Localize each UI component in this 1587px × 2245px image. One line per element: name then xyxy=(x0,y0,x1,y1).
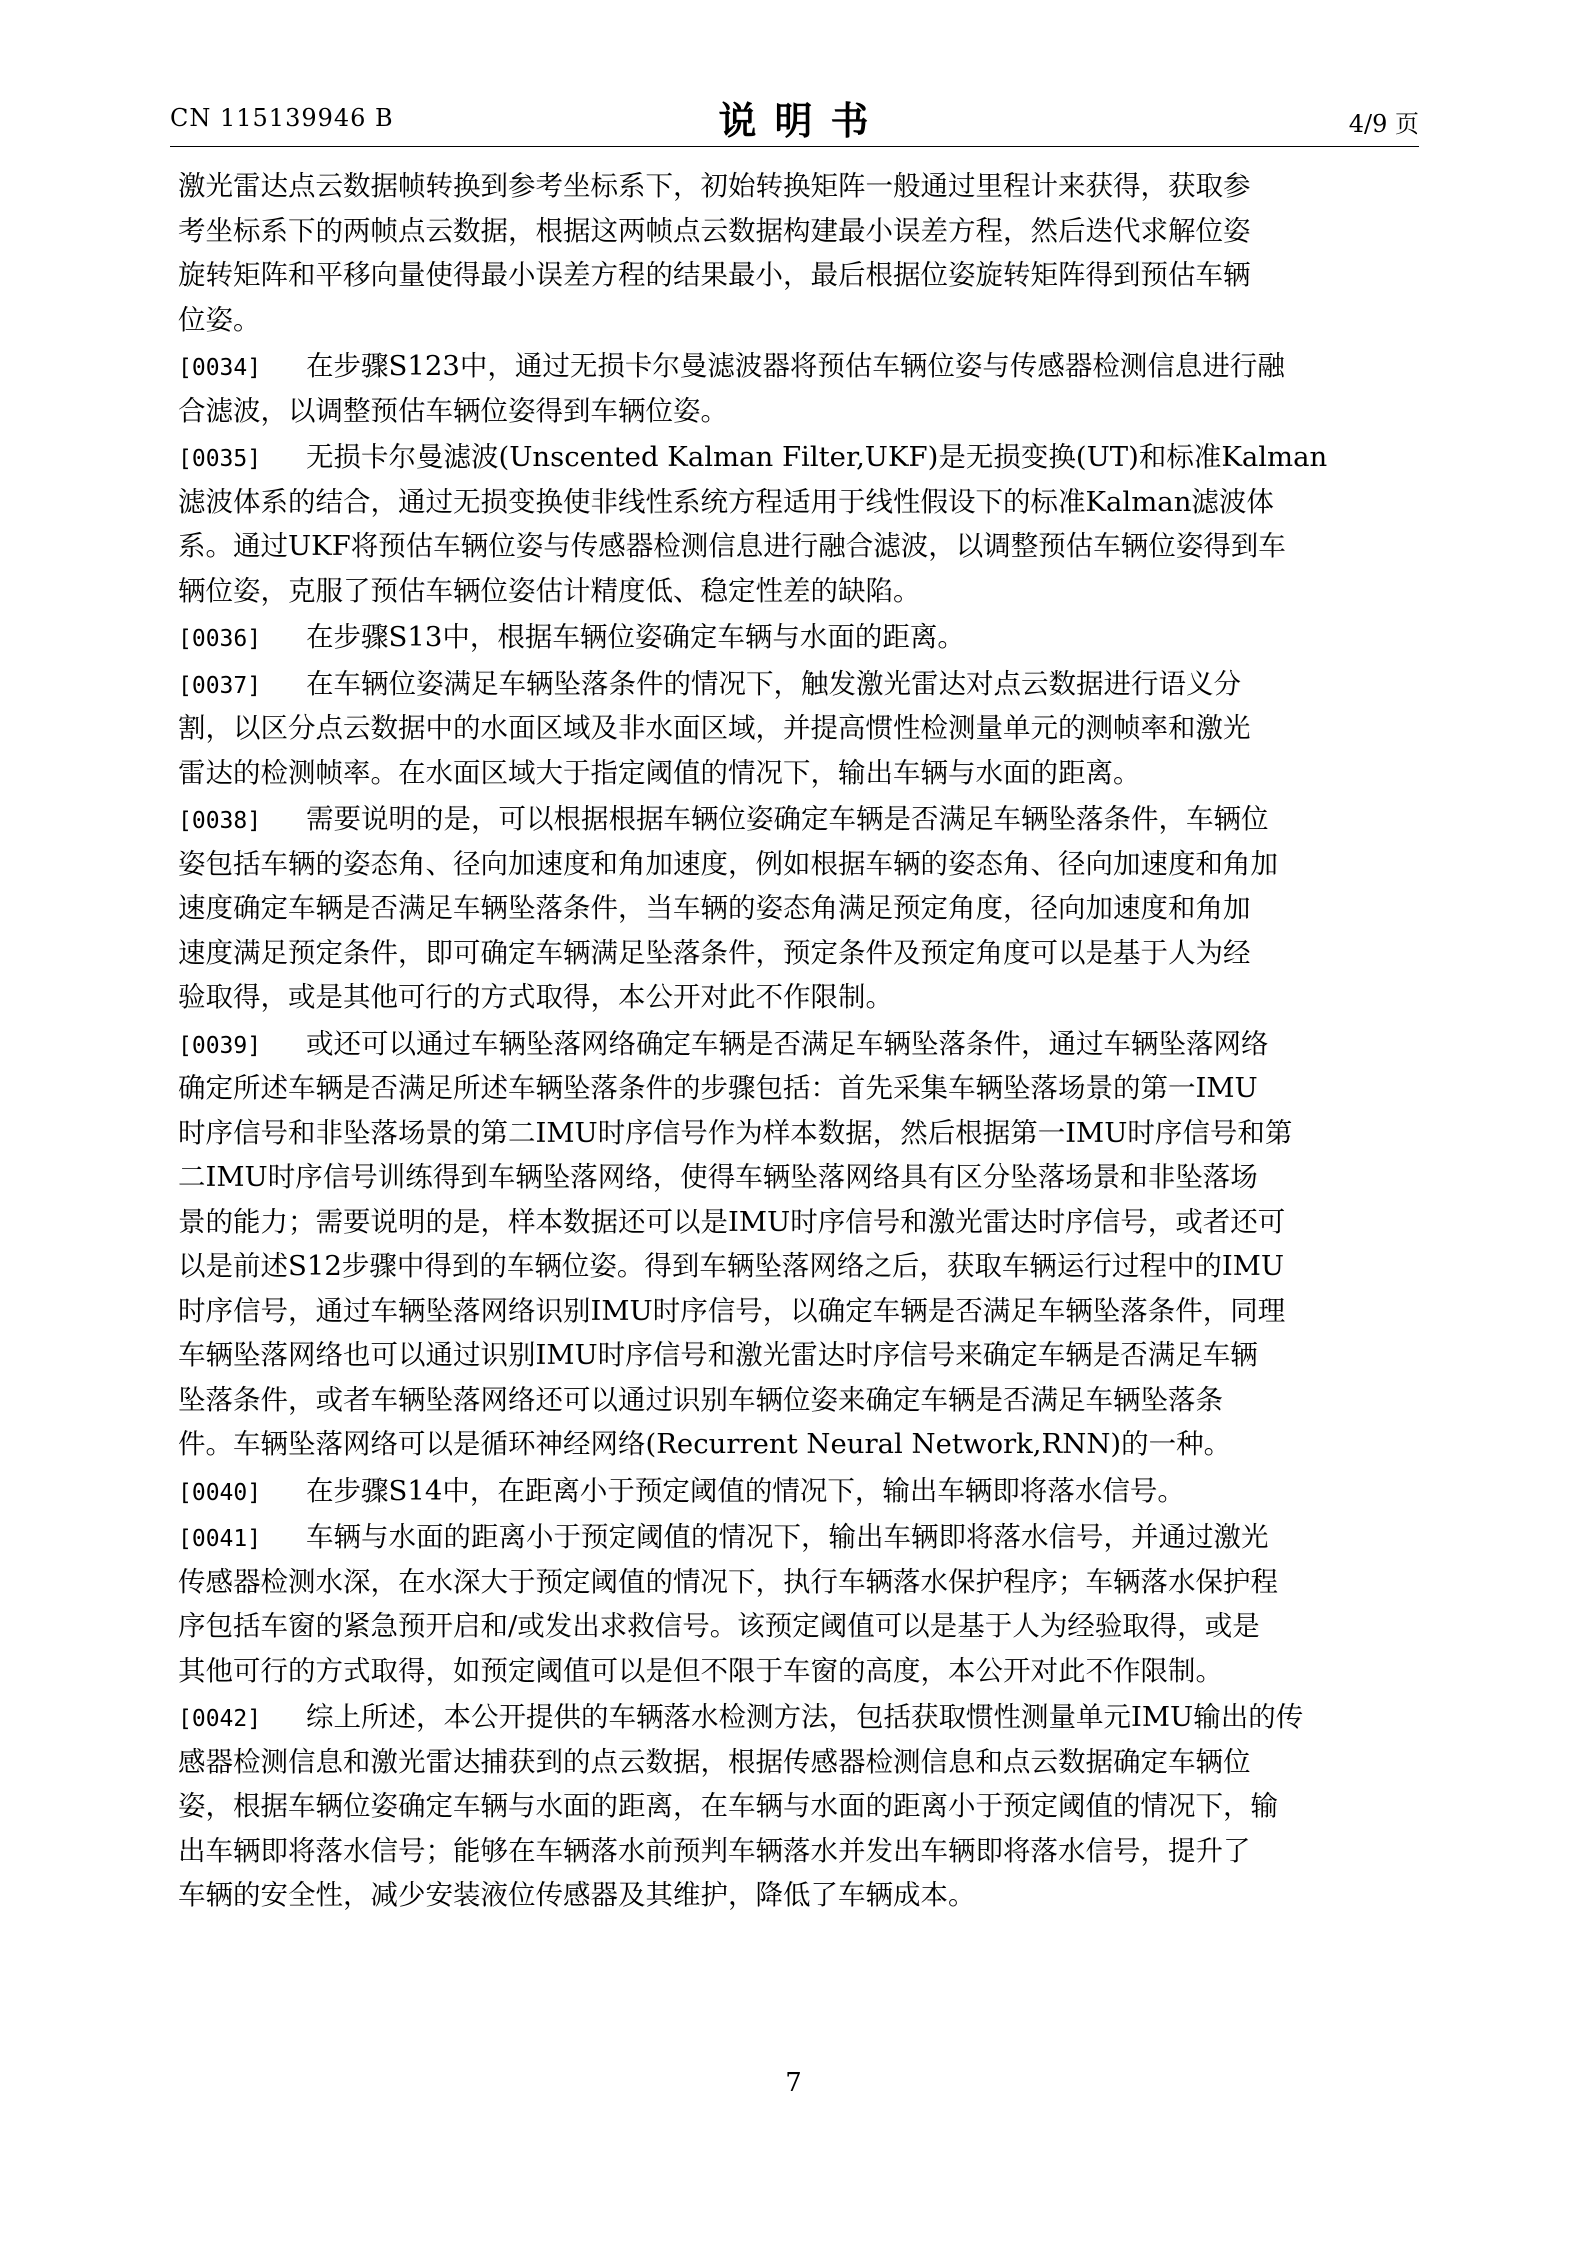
paragraph xyxy=(178,1469,1418,1514)
text-line: 序包括车窗的紧急预开启和/或发出求救信号。该预定阈值可以是基于人为经验取得，或是 xyxy=(178,1610,1260,1642)
page-indicator: 4/9 页 xyxy=(1348,110,1419,138)
page-title: 说明书 xyxy=(718,98,887,143)
text-line: 割，以区分点云数据中的水面区域及非水面区域，并提高惯性检测量单元的测帧率和激光 xyxy=(178,712,1251,744)
text-line: 确定所述车辆是否满足所述车辆坠落条件的步骤包括：首先采集车辆坠落场景的第一IMU xyxy=(178,1072,1258,1104)
text-line xyxy=(178,435,1418,480)
paragraph xyxy=(178,435,1418,613)
line-text: 需要说明的是，可以根据根据车辆位姿确定车辆是否满足车辆坠落条件，车辆位 xyxy=(306,803,1269,835)
paragraph-number: [0036] xyxy=(178,626,262,652)
page-number: 7 xyxy=(785,2068,802,2098)
page-header xyxy=(0,0,1587,150)
text-line: 合滤波，以调整预估车辆位姿得到车辆位姿。 xyxy=(178,394,728,427)
text-line: 速度满足预定条件，即可确定车辆满足坠落条件，预定条件及预定角度可以是基于人为经 xyxy=(178,936,1251,969)
paragraph xyxy=(178,1022,1418,1467)
paragraph xyxy=(178,797,1418,1020)
text-line: 出车辆即将落水信号；能够在车辆落水前预判车辆落水并发出车辆即将落水信号，提升了 xyxy=(178,1834,1251,1867)
paragraph-number: [0037] xyxy=(178,672,262,699)
paragraph-number: [0040] xyxy=(178,1479,262,1506)
line-text: 车辆与水面的距离小于预定阈值的情况下，输出车辆即将落水信号，并通过激光 xyxy=(306,1521,1269,1553)
text-line: 考坐标系下的两帧点云数据，根据这两帧点云数据构建最小误差方程，然后迭代求解位姿 xyxy=(178,214,1251,247)
text-line: 车辆的安全性，减少安装液位传感器及其维护，降低了车辆成本。 xyxy=(178,1879,976,1911)
text-line: 件。车辆坠落网络可以是循环神经网络(Recurrent Neural Network,RNN)的一种。 xyxy=(178,1428,1232,1460)
text-line: 滤波体系的结合，通过无损变换使非线性系统方程适用于线性假设下的标准Kalman滤波体 xyxy=(178,485,1274,518)
line-text: 在车辆位姿满足车辆坠落条件的情况下，触发激光雷达对点云数据进行语义分 xyxy=(306,667,1241,700)
text-line xyxy=(178,797,1418,842)
text-line: 其他可行的方式取得，如预定阈值可以是但不限于车窗的高度，本公开对此不作限制。 xyxy=(178,1654,1223,1687)
line-text: 在步骤S14中，在距离小于预定阈值的情况下，输出车辆即将落水信号。 xyxy=(306,1474,1185,1507)
text-line: 二IMU时序信号训练得到车辆坠落网络，使得车辆坠落网络具有区分坠落场景和非坠落场 xyxy=(178,1161,1258,1193)
paragraph-number: [0041] xyxy=(178,1526,262,1552)
text-line: 旋转矩阵和平移向量使得最小误差方程的结果最小，最后根据位姿旋转矩阵得到预估车辆 xyxy=(178,259,1251,291)
text-line xyxy=(178,344,1418,389)
text-line xyxy=(178,615,1418,660)
paragraph xyxy=(178,164,1418,342)
text-line xyxy=(178,1515,1418,1560)
paragraph-number: [0034] xyxy=(178,355,262,381)
paragraph-number: [0039] xyxy=(178,1032,262,1059)
text-line xyxy=(178,1695,1418,1740)
line-text: 无损卡尔曼滤波(Unscented Kalman Filter,UKF)是无损变换(UT)和标准Kalman xyxy=(306,441,1328,473)
text-line: 以是前述S12步骤中得到的车辆位姿。得到车辆坠落网络之后，获取车辆运行过程中的IMU xyxy=(178,1250,1285,1282)
paragraph xyxy=(178,1515,1418,1693)
text-line: 坠落条件，或者车辆坠落网络还可以通过识别车辆位姿来确定车辆是否满足车辆坠落条 xyxy=(178,1383,1223,1416)
line-text: 在步骤S123中，通过无损卡尔曼滤波器将预估车辆位姿与传感器检测信息进行融 xyxy=(306,350,1285,382)
text-line: 验取得，或是其他可行的方式取得，本公开对此不作限制。 xyxy=(178,981,893,1013)
line-text: 或还可以通过车辆坠落网络确定车辆是否满足车辆坠落条件，通过车辆坠落网络 xyxy=(306,1027,1269,1060)
paragraph-number: [0038] xyxy=(178,808,262,834)
line-text: 在步骤S13中，根据车辆位姿确定车辆与水面的距离。 xyxy=(306,621,965,653)
text-line: 雷达的检测帧率。在水面区域大于指定阈值的情况下，输出车辆与水面的距离。 xyxy=(178,756,1141,789)
text-line: 辆位姿，克服了预估车辆位姿估计精度低、稳定性差的缺陷。 xyxy=(178,574,921,607)
paragraph xyxy=(178,615,1418,660)
text-line: 车辆坠落网络也可以通过识别IMU时序信号和激光雷达时序信号来确定车辆是否满足车辆 xyxy=(178,1339,1258,1371)
text-line: 位姿。 xyxy=(178,303,261,336)
text-line: 传感器检测水深，在水深大于预定阈值的情况下，执行车辆落水保护程序；车辆落水保护程 xyxy=(178,1565,1278,1598)
text-line: 系。通过UKF将预估车辆位姿与传感器检测信息进行融合滤波，以调整预估车辆位姿得到车 xyxy=(178,530,1286,562)
patent-number: CN 115139946 B xyxy=(170,104,394,132)
text-line xyxy=(178,662,1418,707)
paragraph xyxy=(178,344,1418,433)
text-line: 感器检测信息和激光雷达捕获到的点云数据，根据传感器检测信息和点云数据确定车辆位 xyxy=(178,1745,1251,1778)
text-line xyxy=(178,1022,1418,1067)
text-line: 姿，根据车辆位姿确定车辆与水面的距离，在车辆与水面的距离小于预定阈值的情况下，输 xyxy=(178,1790,1278,1822)
text-line: 激光雷达点云数据帧转换到参考坐标系下，初始转换矩阵一般通过里程计来获得，获取参 xyxy=(178,170,1251,202)
text-line: 速度确定车辆是否满足车辆坠落条件，当车辆的姿态角满足预定角度，径向加速度和角加 xyxy=(178,892,1251,924)
paragraph-number: [0042] xyxy=(178,1706,262,1732)
text-line: 时序信号，通过车辆坠落网络识别IMU时序信号，以确定车辆是否满足车辆坠落条件，同理 xyxy=(178,1294,1286,1327)
text-line: 姿包括车辆的姿态角、径向加速度和角加速度，例如根据车辆的姿态角、径向加速度和角加 xyxy=(178,847,1278,880)
paragraph xyxy=(178,1695,1418,1918)
line-text: 综上所述，本公开提供的车辆落水检测方法，包括获取惯性测量单元IMU输出的传 xyxy=(306,1701,1304,1733)
text-line: 景的能力；需要说明的是，样本数据还可以是IMU时序信号和激光雷达时序信号，或者还可 xyxy=(178,1205,1286,1238)
text-line: 时序信号和非坠落场景的第二IMU时序信号作为样本数据，然后根据第一IMU时序信号和第 xyxy=(178,1116,1293,1149)
document-body xyxy=(178,164,1418,1920)
header-divider xyxy=(170,146,1419,147)
text-line xyxy=(178,1469,1418,1514)
paragraph-number: [0035] xyxy=(178,446,262,472)
paragraph xyxy=(178,662,1418,796)
